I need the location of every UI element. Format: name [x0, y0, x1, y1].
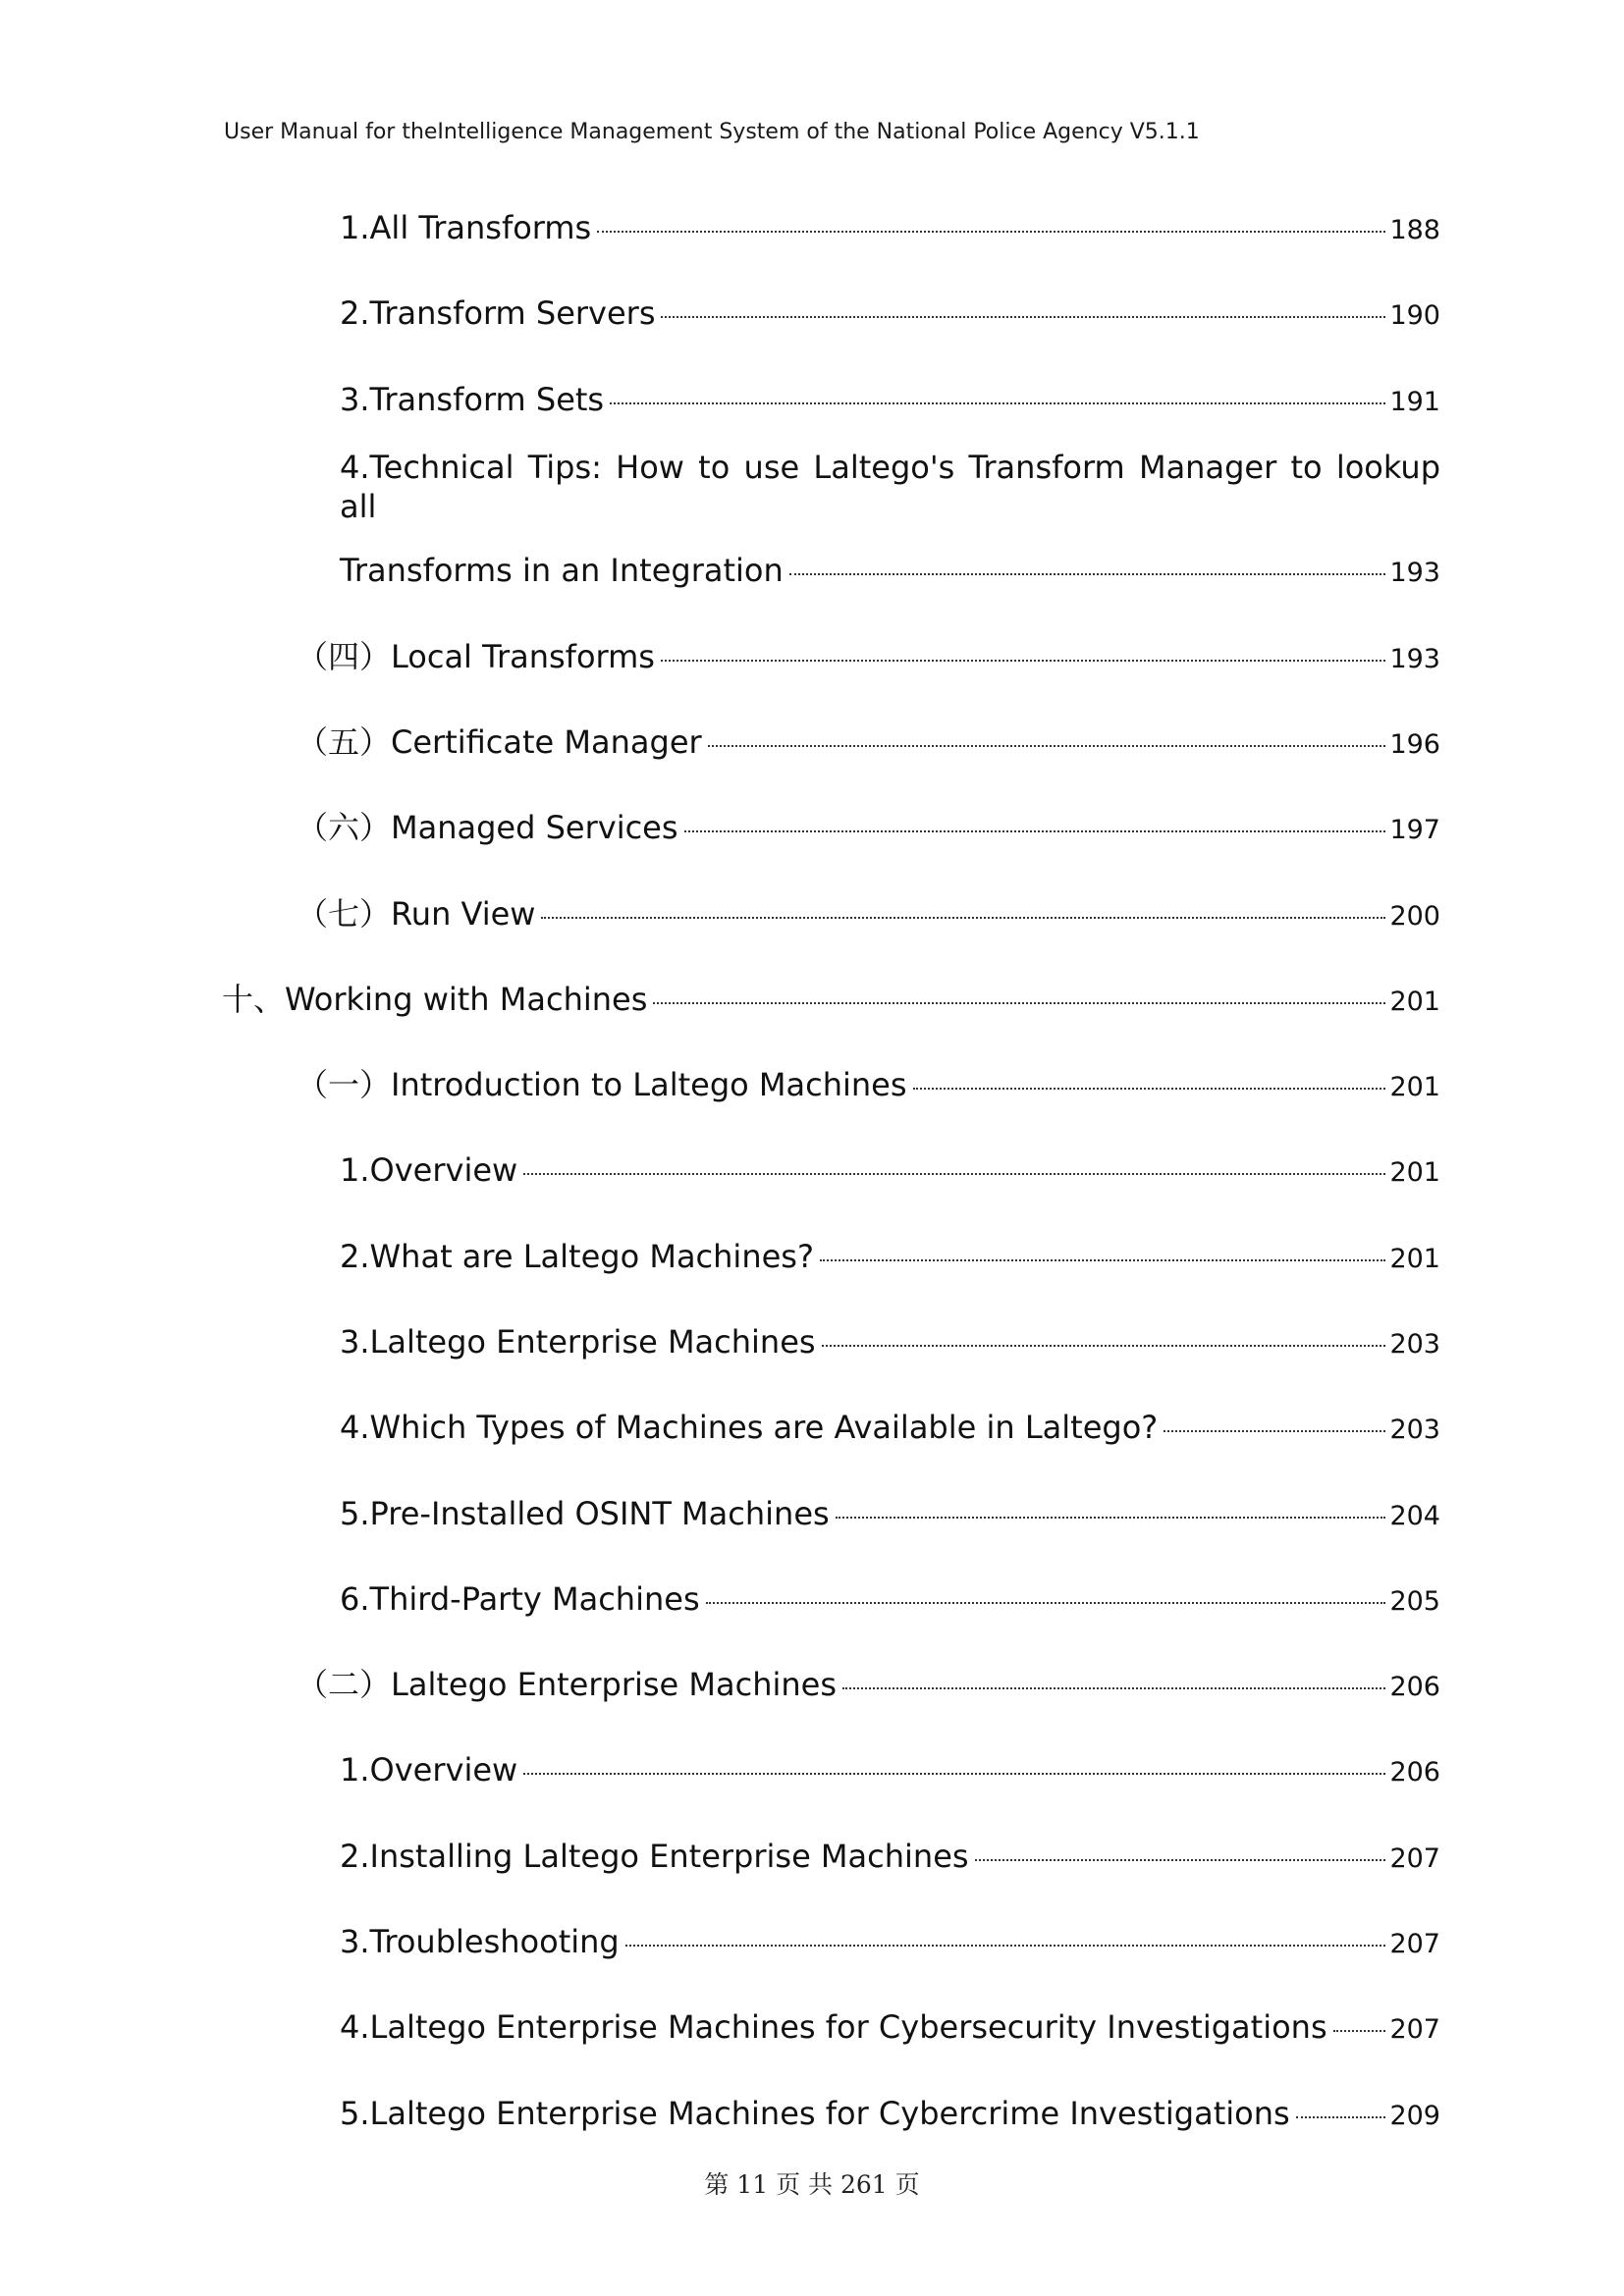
toc-page-number: 207: [1389, 2014, 1440, 2046]
table-of-contents: [0, 187, 1624, 2158]
toc-row[interactable]: [0, 444, 1624, 529]
toc-row[interactable]: [0, 1129, 1624, 1214]
toc-dot-leader: [706, 1602, 1386, 1604]
toc-row[interactable]: [0, 1301, 1624, 1386]
toc-entry-title: 1.Overview: [340, 1151, 518, 1190]
toc-page-number: 193: [1389, 558, 1440, 589]
toc-entry-title: 1.Overview: [340, 1751, 518, 1789]
toc-row[interactable]: [0, 701, 1624, 786]
toc-dot-leader: [913, 1088, 1386, 1090]
toc-entry[interactable]: [340, 1322, 1440, 1364]
toc-entry[interactable]: [297, 808, 1440, 850]
toc-entry[interactable]: [340, 2094, 1440, 2136]
toc-row[interactable]: [0, 1043, 1624, 1129]
toc-entry[interactable]: [340, 1922, 1440, 1964]
toc-page-number: 193: [1389, 643, 1440, 674]
toc-entry-title: （四）Local Transforms: [297, 637, 655, 675]
toc-entry-title: 十、Working with Machines: [222, 980, 648, 1018]
toc-entry-title: 2.What are Laltego Machines?: [340, 1237, 814, 1275]
toc-entry[interactable]: [340, 208, 1440, 250]
toc-row[interactable]: [0, 1815, 1624, 1900]
toc-dot-leader: [822, 1345, 1386, 1347]
toc-entry[interactable]: [297, 1665, 1440, 1707]
toc-dot-leader: [975, 1859, 1386, 1861]
toc-page-number: 197: [1389, 815, 1440, 846]
toc-page-number: 201: [1389, 1072, 1440, 1103]
toc-entry-title: 1.All Transforms: [340, 209, 592, 247]
toc-page-number: 204: [1389, 1500, 1440, 1531]
toc-dot-leader: [1296, 2116, 1386, 2118]
toc-entry-title: 5.Pre-Installed OSINT Machines: [340, 1494, 830, 1532]
toc-entry-title: Transforms in an Integration: [340, 552, 784, 590]
toc-row[interactable]: [0, 614, 1624, 700]
toc-page-number: 200: [1389, 900, 1440, 932]
toc-entry[interactable]: [297, 894, 1440, 936]
toc-entry-title: 4.Laltego Enterprise Machines for Cybersecurity Investigations: [340, 2008, 1327, 2047]
toc-page-number: 188: [1389, 215, 1440, 246]
toc-entry-title: 3.Laltego Enterprise Machines: [340, 1323, 816, 1361]
toc-dot-leader: [610, 402, 1385, 404]
toc-dot-leader: [842, 1687, 1385, 1689]
toc-page-number: 205: [1389, 1585, 1440, 1617]
toc-dot-leader: [661, 316, 1385, 318]
toc-dot-leader: [523, 1773, 1385, 1775]
toc-entry-title: 6.Third-Party Machines: [340, 1579, 700, 1618]
toc-entry-title: 2.Transform Servers: [340, 294, 656, 333]
toc-row[interactable]: [0, 1986, 1624, 2071]
toc-row[interactable]: [0, 1471, 1624, 1557]
toc-entry[interactable]: [340, 294, 1440, 336]
toc-entry[interactable]: [340, 1150, 1440, 1193]
toc-dot-leader: [820, 1259, 1386, 1261]
toc-entry[interactable]: [340, 1750, 1440, 1792]
toc-dot-leader: [661, 660, 1385, 662]
toc-entry-title: 3.Troubleshooting: [340, 1923, 620, 1961]
toc-entry-title: 4.Which Types of Machines are Available in Laltego?: [340, 1409, 1159, 1447]
page-footer: 第 11 页 共 261 页: [704, 2170, 920, 2199]
toc-row[interactable]: [0, 872, 1624, 957]
toc-entry-title: 3.Transform Sets: [340, 380, 605, 418]
toc-entry-title: （六）Managed Services: [297, 809, 678, 847]
toc-page-number: 207: [1389, 1929, 1440, 1960]
toc-row[interactable]: [0, 1558, 1624, 1643]
toc-entry[interactable]: [340, 448, 1440, 526]
toc-entry[interactable]: [297, 637, 1440, 679]
toc-page-number: 201: [1389, 1243, 1440, 1274]
toc-entry[interactable]: [222, 980, 1440, 1022]
toc-entry[interactable]: [297, 1065, 1440, 1107]
toc-dot-leader: [708, 745, 1386, 747]
toc-dot-leader: [523, 1173, 1385, 1175]
page-header: User Manual for theIntelligence Management System of the National Police Agency V5.1.1: [224, 120, 1200, 144]
toc-page-number: 203: [1389, 1415, 1440, 1446]
toc-row[interactable]: [0, 529, 1624, 614]
toc-page-number: 190: [1389, 300, 1440, 332]
toc-entry[interactable]: [340, 380, 1440, 422]
toc-dot-leader: [597, 231, 1385, 233]
toc-row[interactable]: [0, 1215, 1624, 1301]
toc-dot-leader: [625, 1945, 1386, 1947]
toc-dot-leader: [653, 1002, 1385, 1004]
toc-entry[interactable]: [340, 1494, 1440, 1536]
toc-dot-leader: [541, 917, 1385, 919]
toc-row[interactable]: [0, 958, 1624, 1043]
toc-row[interactable]: [0, 1643, 1624, 1729]
toc-dot-leader: [684, 830, 1386, 832]
toc-page-number: 209: [1389, 2100, 1440, 2131]
toc-entry-title: 5.Laltego Enterprise Machines for Cybercrime Investigations: [340, 2094, 1290, 2132]
toc-entry[interactable]: [340, 551, 1440, 593]
toc-row[interactable]: [0, 187, 1624, 272]
toc-row[interactable]: [0, 786, 1624, 872]
toc-row[interactable]: [0, 1729, 1624, 1814]
toc-entry[interactable]: [340, 1837, 1440, 1879]
toc-row[interactable]: [0, 2072, 1624, 2158]
toc-dot-leader: [836, 1517, 1386, 1519]
toc-dot-leader: [1164, 1430, 1385, 1432]
toc-page-number: 201: [1389, 1157, 1440, 1189]
toc-dot-leader: [789, 573, 1386, 575]
toc-entry-title: 2.Installing Laltego Enterprise Machines: [340, 1837, 969, 1875]
toc-row[interactable]: [0, 1386, 1624, 1471]
toc-page-number: 207: [1389, 1842, 1440, 1874]
toc-page-number: 196: [1389, 728, 1440, 760]
toc-entry[interactable]: [340, 1237, 1440, 1279]
toc-page-number: 191: [1389, 386, 1440, 417]
toc-page-number: 206: [1389, 1672, 1440, 1703]
toc-entry-title: （五）Certificate Manager: [297, 722, 702, 761]
toc-entry[interactable]: [340, 2007, 1440, 2050]
toc-row[interactable]: [0, 272, 1624, 357]
toc-page-number: 203: [1389, 1329, 1440, 1360]
toc-entry[interactable]: [340, 1408, 1440, 1450]
toc-entry-title: 4.Technical Tips: How to use Laltego's Transform Manager to lookup all: [340, 448, 1440, 525]
toc-page-number: 206: [1389, 1757, 1440, 1789]
toc-entry-title: （七）Run View: [297, 894, 536, 933]
toc-entry-title: （二）Laltego Enterprise Machines: [297, 1666, 838, 1704]
toc-entry[interactable]: [340, 1579, 1440, 1622]
toc-entry[interactable]: [297, 722, 1440, 765]
toc-row[interactable]: [0, 1900, 1624, 1986]
toc-row[interactable]: [0, 358, 1624, 444]
toc-dot-leader: [1333, 2030, 1386, 2032]
toc-entry-title: （一）Introduction to Laltego Machines: [297, 1066, 907, 1104]
toc-page-number: 201: [1389, 986, 1440, 1017]
